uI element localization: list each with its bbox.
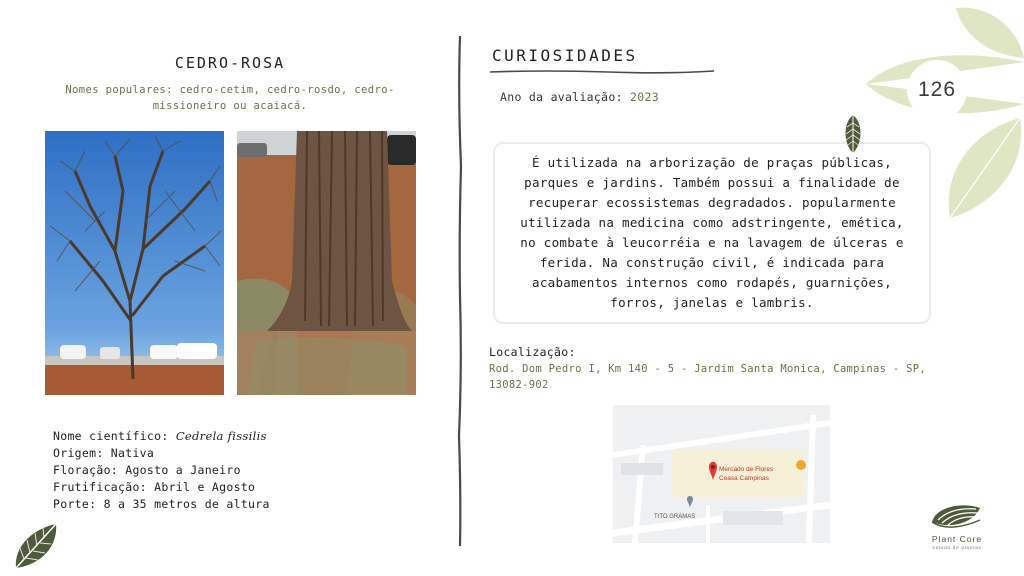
species-title: CEDRO-ROSA <box>174 54 286 72</box>
scientific-value: Cedrela fissilis <box>175 429 267 443</box>
title-underline <box>488 68 716 76</box>
evaluation-year <box>500 90 659 104</box>
location-label: Localização: <box>489 345 576 359</box>
species-facts <box>53 428 393 513</box>
location-map[interactable] <box>613 405 830 543</box>
brand-tagline: estudo de plantas <box>932 545 982 550</box>
curiosities-text: É utilizada na arborização de praças públicas, parques e jardins. Também possui a finalidade de recuperar ecossistemas degradados. popularmente utilizada na medicina como adstringente, emética, no combate à leucorréia e na lavagem de úlceras e ferida. Na construção civil, é indicada para acabamentos internos como rodapés, guarnições, forros, janelas e lambris. <box>520 155 904 310</box>
flowering: Floração: Agosto a Janeiro <box>53 463 241 477</box>
evaluation-year-label: Ano da avaliação: <box>500 90 631 104</box>
evaluation-year-value: 2023 <box>630 90 659 104</box>
origin: Origem: Nativa <box>53 446 155 460</box>
size: Porte: 8 a 35 metros de altura <box>53 497 270 511</box>
leaf-icon <box>10 520 62 572</box>
brand-name: Plant Core <box>931 534 983 544</box>
popular-names: Nomes populares: cedro-cetim, cedro-rosdo, cedro-missioneiro ou acaiacá. <box>65 84 395 112</box>
scientific-label: Nome científico: <box>53 429 176 443</box>
small-leaf-icon <box>841 113 865 155</box>
trunk-photo <box>237 131 416 395</box>
map-place-line2: Ceasa Campinas <box>719 475 769 482</box>
tree-photo <box>45 131 224 395</box>
food-poi-icon <box>796 460 806 470</box>
scientific-name <box>53 428 393 445</box>
fruiting: Frutificação: Abril e Agosto <box>53 480 256 494</box>
decorative-leaves-icon <box>860 0 1024 230</box>
vertical-divider <box>455 36 465 546</box>
map-poi-label: TITO GRAMAS <box>654 514 696 520</box>
map-place-line1: Mercado de Flores <box>719 466 774 473</box>
location-address: Rod. Dom Pedro I, Km 140 - 5 - Jardim Santa Monica, Campinas - SP, 13082-902 <box>489 363 927 391</box>
curiosities-title: CURIOSIDADES <box>492 46 638 65</box>
brand-logo-icon <box>918 500 996 560</box>
page-number: 126 <box>917 78 957 101</box>
